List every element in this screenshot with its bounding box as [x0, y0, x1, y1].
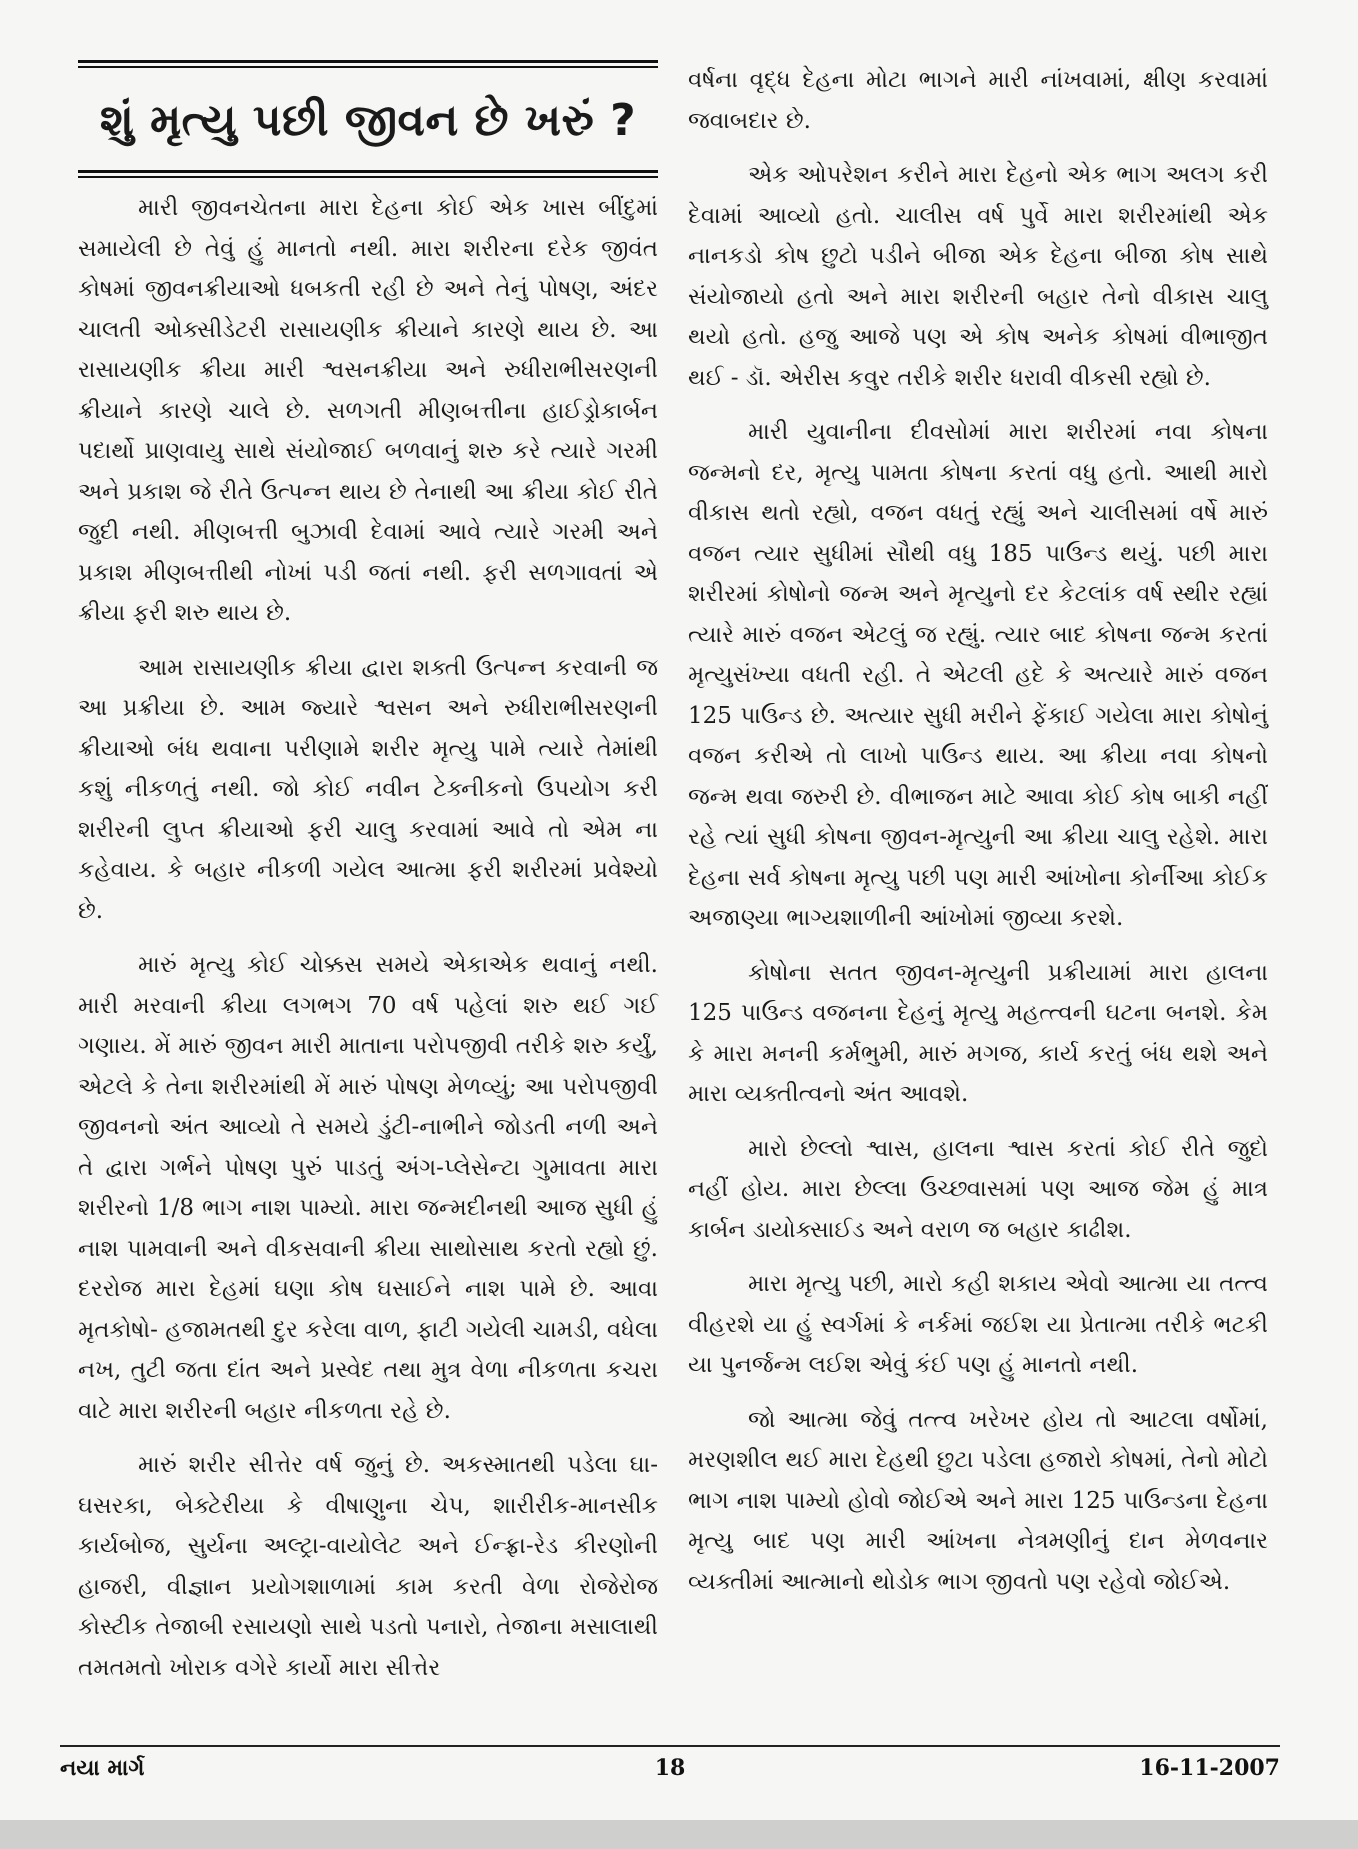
right-column [688, 60, 1268, 1616]
issue-date: 16-11-2007 [1139, 1755, 1280, 1781]
article-title: શું મૃત્યુ પછી જીવન છે ખરું ? [99, 95, 637, 146]
title-block [78, 60, 658, 178]
left-column [78, 60, 658, 1702]
left-paragraph-4: મારું શરીર સીત્તેર વર્ષ જુનું છે. અકસ્માતથી પડેલા ઘા-ઘસરકા, બેક્ટેરીયા કે વીષાણુના ચેપ, શારીરીક-માનસીક કાર્યબોજ, સુર્યના અલ્ટ્રા-વાયોલેટ અને ઈન્ફ્રા-રેડ કીરણોની હાજરી, વીજ્ઞાન પ્રયોગશાળામાં કામ કરતી વેળા રોજેરોજ કોસ્ટીક તેજાબી રસાયણો સાથે પડતો પનારો, તેજાના મસાલાથી તમતમતો ખોરાક વગેરે કાર્યો મારા સીત્તેર [78, 1452, 658, 1681]
title-top-rule [78, 60, 658, 63]
left-paragraph-1: મારી જીવનચેતના મારા દેહના કોઈ એક ખાસ બીંદુમાં સમાયેલી છે તેવું હું માનતો નથી. મારા શરીરના દરેક જીવંત કોષમાં જીવનક્રીયાઓ ધબકતી રહી છે અને તેનું પોષણ, અંદર ચાલતી ઓક્સીડેટરી રાસાયણીક ક્રીયાને કારણે થાય છે. આ રાસાયણીક ક્રીયા મારી શ્વસનક્રીયા અને રુધીરાભીસરણની ક્રીયાને કારણે ચાલે છે. સળગતી મીણબત્તીના હાઈડ્રોકાર્બન પદાર્થો પ્રાણવાયુ સાથે સંયોજાઈ બળવાનું શરુ કરે ત્યારે ગરમી અને પ્રકાશ જે રીતે ઉત્પન્ન થાય છે તેનાથી આ ક્રીયા કોઈ રીતે જુદી નથી. મીણબત્તી બુઝાવી દેવામાં આવે ત્યારે ગરમી અને પ્રકાશ મીણબત્તીથી નોખાં પડી જતાં નથી. ફરી સળગાવતાં એ ક્રીયા ફરી શરુ થાય છે. [78, 195, 658, 626]
right-paragraph-3: મારી યુવાનીના દીવસોમાં મારા શરીરમાં નવા કોષના જન્મનો દર, મૃત્યુ પામતા કોષના કરતાં વધુ હતો. આથી મારો વીકાસ થતો રહ્યો, વજન વધતું રહ્યું અને ચાલીસમાં વર્ષે મારું વજન ત્યાર સુધીમાં સૌથી વધુ 185 પાઉન્ડ થયું. પછી મારા શરીરમાં કોષોનો જન્મ અને મૃત્યુનો દર કેટલાંક વર્ષ સ્થીર રહ્યાં ત્યારે મારું વજન એટલું જ રહ્યું. ત્યાર બાદ કોષના જન્મ કરતાં મૃત્યુસંખ્યા વધતી રહી. તે એટલી હદે કે અત્યારે મારું વજન 125 પાઉન્ડ છે. અત્યાર સુધી મરીને ફેંકાઈ ગયેલા મારા કોષોનું વજન કરીએ તો લાખો પાઉન્ડ થાય. આ ક્રીયા નવા કોષનો જન્મ થવા જરુરી છે. વીભાજન માટે આવા કોઈ કોષ બાકી નહીં રહે ત્યાં સુધી કોષના જીવન-મૃત્યુની આ ક્રીયા ચાલુ રહેશે. મારા દેહના સર્વ કોષના મૃત્યુ પછી પણ મારી આંખોના કોર્નીઆ કોઈક અજાણ્યા ભાગ્યશાળીની આંખોમાં જીવ્યા કરશે. [688, 419, 1268, 931]
right-paragraph-6: મારા મૃત્યુ પછી, મારો કહી શકાય એવો આત્મા યા તત્ત્વ વીહરશે યા હું સ્વર્ગમાં કે નર્કમાં જઈશ યા પ્રેતાત્મા તરીકે ભટકી યા પુનર્જન્મ લઈશ એવું કંઈ પણ હું માનતો નથી. [688, 1271, 1268, 1378]
left-paragraph-2: આમ રાસાયણીક ક્રીયા દ્વારા શક્તી ઉત્પન્ન કરવાની જ આ પ્રક્રીયા છે. આમ જ્યારે શ્વસન અને રુધીરાભીસરણની ક્રીયાઓ બંધ થવાના પરીણામે શરીર મૃત્યુ પામે ત્યારે તેમાંથી કશું નીકળતું નથી. જો કોઈ નવીન ટેક્નીકનો ઉપયોગ કરી શરીરની લુપ્ત ક્રીયાઓ ફરી ચાલુ કરવામાં આવે તો એમ ના કહેવાય. કે બહાર નીકળી ગયેલ આત્મા ફરી શરીરમાં પ્રવેશ્યો છે. [78, 654, 658, 924]
page-number: 18 [654, 1755, 686, 1781]
right-paragraph-5: મારો છેલ્લો શ્વાસ, હાલના શ્વાસ કરતાં કોઈ રીતે જુદો નહીં હોય. મારા છેલ્લા ઉચ્છ્વાસમાં પણ આજ જેમ હું માત્ર કાર્બન ડાયોક્સાઈડ અને વરાળ જ બહાર કાઢીશ. [688, 1135, 1268, 1243]
right-paragraph-1: વર્ષના વૃદ્ધ દેહના મોટા ભાગને મારી નાંખવામાં, ક્ષીણ કરવામાં જવાબદાર છે. [688, 67, 1268, 134]
right-paragraph-2: એક ઓપરેશન કરીને મારા દેહનો એક ભાગ અલગ કરી દેવામાં આવ્યો હતો. ચાલીસ વર્ષ પુર્વે મારા શરીરમાંથી એક નાનકડો કોષ છુટો પડીને બીજા એક દેહના બીજા કોષ સાથે સંયોજાયો હતો અને મારા શરીરની બહાર તેનો વીકાસ ચાલુ થયો હતો. હજુ આજે પણ એ કોષ અનેક કોષમાં વીભાજીત થઈ - ડૉ. એરીસ કવુર તરીકે શરીર ધરાવી વીકસી રહ્યો છે. [688, 162, 1268, 391]
footer-rule [60, 1745, 1280, 1747]
publication-name: નયા માર્ગ [60, 1755, 145, 1781]
title-bottom-rule-thin [78, 176, 658, 178]
title-bottom-rule [78, 170, 658, 173]
right-paragraph-4: કોષોના સતત જીવન-મૃત્યુની પ્રક્રીયામાં મારા હાલના 125 પાઉન્ડ વજનના દેહનું મૃત્યુ મહત્ત્વની ઘટના બનશે. કેમ કે મારા મનની કર્મભુમી, મારું મગજ, કાર્ય કરતું બંધ થશે અને મારા વ્યક્તીત્વનો અંત આવશે. [688, 959, 1268, 1107]
scan-edge [0, 1820, 1358, 1849]
right-paragraph-7: જો આત્મા જેવું તત્ત્વ ખરેખર હોય તો આટલા વર્ષોમાં, મરણશીલ થઈ મારા દેહથી છુટા પડેલા હજારો કોષમાં, તેનો મોટો ભાગ નાશ પામ્યો હોવો જોઈએ અને મારા 125 પાઉન્ડના દેહના મૃત્યુ બાદ પણ મારી આંખના નેત્રમણીનું દાન મેળવનાર વ્યક્તીમાં આત્માનો થોડોક ભાગ જીવતો પણ રહેવો જોઈએ. [688, 1406, 1268, 1595]
left-paragraph-3: મારું મૃત્યુ કોઈ ચોક્કસ સમયે એકાએક થવાનું નથી. મારી મરવાની ક્રીયા લગભગ 70 વર્ષ પહેલાં શરુ થઈ ગઈ ગણાય. મેં મારું જીવન મારી માતાના પરોપજીવી તરીકે શરુ કર્યું, એટલે કે તેના શરીરમાંથી મેં મારું પોષણ મેળવ્યું; આ પરોપજીવી જીવનનો અંત આવ્યો તે સમયે ડુંટી-નાભીને જોડતી નળી અને તે દ્વારા ગર્ભને પોષણ પુરું પાડતું અંગ-પ્લેસેન્ટા ગુમાવતા મારા શરીરનો 1/8 ભાગ નાશ પામ્યો. મારા જન્મદીનથી આજ સુધી હું નાશ પામવાની અને વીકસવાની ક્રીયા સાથોસાથ કરતો રહ્યો છું. દરરોજ મારા દેહમાં ઘણા કોષ ઘસાઈને નાશ પામે છે. આવા મૃતકોષો- હજામતથી દુર કરેલા વાળ, ફાટી ગયેલી ચામડી, વધેલા નખ, તુટી જતા દાંત અને પ્રસ્વેદ તથા મુત્ર વેળા નીકળતા કચરા વાટે મારા શરીરની બહાર નીકળતા રહે છે. [78, 952, 658, 1424]
